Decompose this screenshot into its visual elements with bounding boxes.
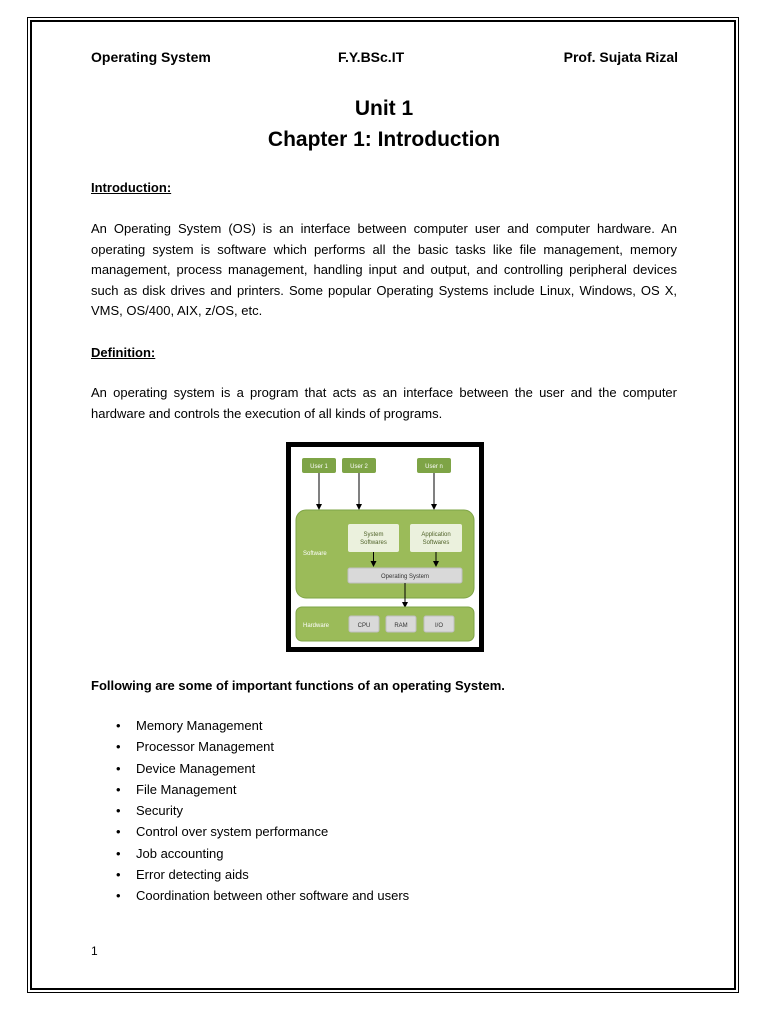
application-softwares-line2: Softwares — [422, 540, 450, 546]
bullet-icon: • — [116, 760, 121, 776]
definition-heading: Definition: — [91, 345, 156, 360]
system-softwares-line2: Softwares — [360, 540, 387, 546]
definition-text: An operating system is a program that acts as an interface between the user and the computer hardware and controls the execution of all kinds of programs. — [91, 385, 677, 421]
os-architecture-diagram — [286, 442, 484, 652]
header-course: F.Y.BSc.IT — [338, 49, 405, 65]
list-item-text: Job accounting — [136, 845, 224, 861]
bullet-icon: • — [116, 718, 121, 733]
application-softwares-box — [410, 524, 462, 552]
software-label: Software — [303, 551, 327, 557]
operating-system-label: Operating System — [380, 574, 430, 580]
bullet-icon: • — [116, 867, 121, 883]
system-softwares-line1: System — [363, 532, 384, 538]
list-item — [91, 758, 409, 779]
functions-heading: Following are some of important functions of an operating System. — [91, 678, 505, 693]
user-2-label: User 2 — [350, 464, 368, 470]
ram-label: RAM — [394, 623, 408, 629]
list-item — [91, 885, 409, 906]
list-item-text: Control over system performance — [136, 824, 329, 840]
list-item-text: Error detecting aids — [136, 867, 249, 883]
system-softwares-box — [348, 524, 399, 552]
chapter-title: Chapter 1: Introduction — [267, 128, 501, 151]
header-subject: Operating System — [91, 49, 211, 65]
page-number: 1 — [91, 944, 98, 958]
introduction-heading: Introduction: — [91, 180, 172, 195]
io-label: I/O — [434, 623, 444, 629]
list-item — [91, 821, 409, 842]
list-item-text: Processor Management — [136, 739, 275, 755]
unit-title: Unit 1 — [354, 97, 414, 120]
list-item — [91, 864, 409, 885]
list-item — [91, 800, 409, 821]
bullet-icon: • — [116, 888, 121, 904]
user-1-label: User 1 — [310, 464, 328, 470]
list-item — [91, 779, 409, 800]
list-item — [91, 843, 409, 864]
user-n-label: User n — [425, 464, 443, 470]
list-item — [91, 715, 409, 736]
bullet-icon: • — [116, 824, 121, 840]
diagram-canvas — [291, 447, 479, 647]
list-item-text: Device Management — [136, 760, 256, 776]
bullet-icon: • — [116, 739, 121, 755]
list-item-text: Security — [136, 803, 183, 819]
header-author: Prof. Sujata Rizal — [563, 49, 678, 65]
application-softwares-line1: Application — [421, 532, 451, 538]
bullet-icon: • — [116, 845, 121, 861]
list-item-text: File Management — [136, 781, 237, 797]
list-item-text: Memory Management — [136, 718, 263, 733]
list-item-text: Coordination between other software and users — [136, 888, 410, 904]
bullet-icon: • — [116, 803, 121, 819]
functions-list — [91, 715, 409, 907]
hardware-label: Hardware — [303, 623, 330, 629]
bullet-icon: • — [116, 781, 121, 797]
cpu-label: CPU — [357, 623, 371, 629]
introduction-text: An Operating System (OS) is an interface between computer user and computer hardware. An operating system is software which performs all the basic tasks like file management, memory management, process management, handling input and output, and controlling peripheral devices such as disk drives and printers. Some popular Operating Systems include Linux, Windows, OS X, VMS, OS/400, AIX, z/OS, etc. — [91, 221, 677, 318]
list-item — [91, 736, 409, 757]
